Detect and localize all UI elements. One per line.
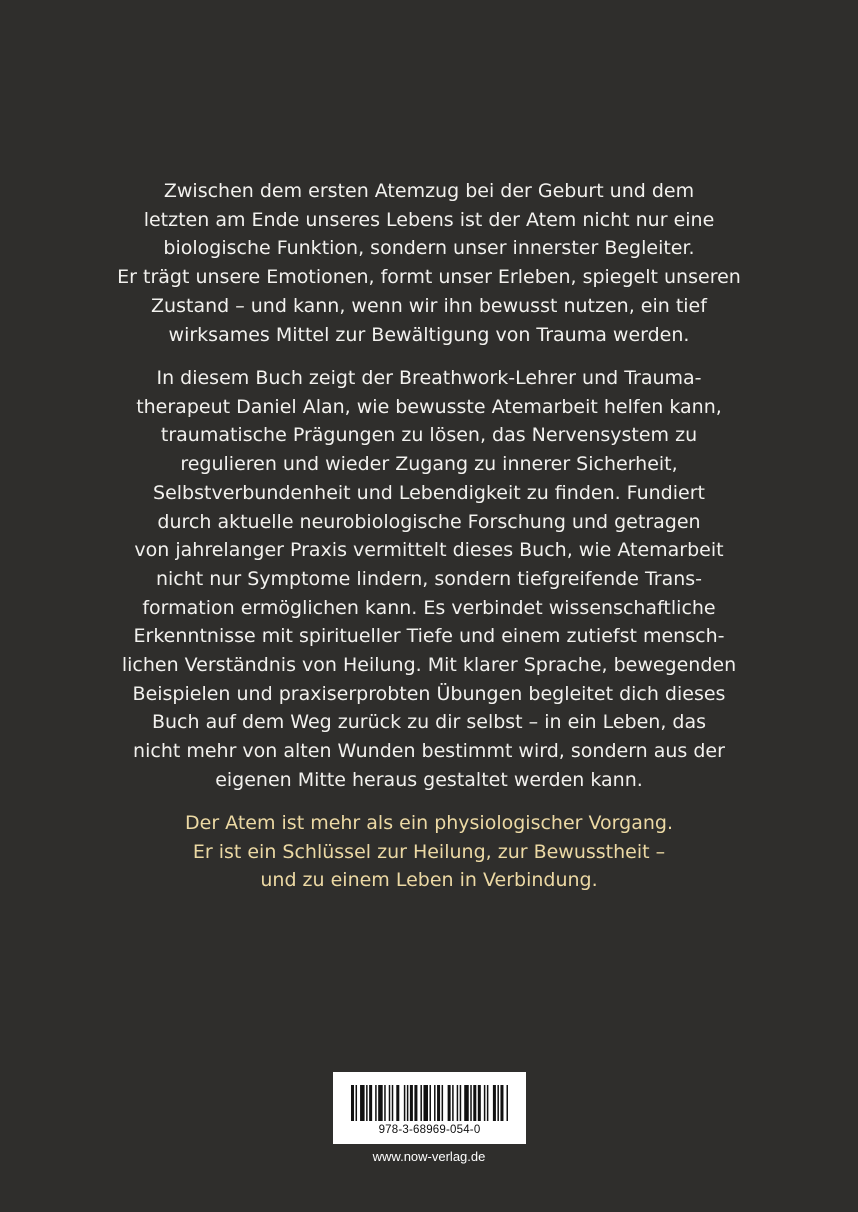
text-line: Selbstverbundenheit und Lebendigkeit zu finden. Fundiert: [153, 481, 705, 504]
barcode-bar: [448, 1085, 451, 1121]
isbn-barcode: [333, 1072, 526, 1144]
barcode-bar: [500, 1085, 503, 1121]
text-line: In diesem Buch zeigt der Breathwork-Lehrer und Trauma-: [156, 367, 702, 389]
barcode-bar: [506, 1085, 508, 1121]
barcode-bar: [360, 1085, 365, 1121]
barcode-bar: [478, 1085, 481, 1121]
barcode-bar: [396, 1085, 399, 1121]
text-line: therapeut Daniel Alan, wie bewusste Atemarbeit helfen kann,: [136, 395, 722, 418]
text-line: nicht mehr von alten Wunden bestimmt wird, sondern aus der: [133, 740, 725, 763]
text-line: nicht nur Symptome lindern, sondern tiefgreifende Trans-: [155, 567, 703, 590]
text-line: regulieren und wieder Zugang zu innerer Sicherheit,: [180, 453, 678, 476]
barcode-bar: [457, 1085, 459, 1121]
publisher-url: www.now-verlag.de: [372, 1149, 486, 1164]
barcode-bar: [470, 1085, 472, 1121]
isbn-number: 978-3-68969-054-0: [378, 1124, 481, 1136]
text-line: biologische Funktion, sondern unser innerster Begleiter.: [163, 237, 695, 260]
text-line: wirksames Mittel zur Bewältigung von Trauma werden.: [168, 323, 690, 346]
barcode-bar: [414, 1085, 417, 1121]
barcode-bar: [356, 1085, 358, 1121]
barcode-bars: [351, 1085, 508, 1121]
text-line: Beispielen und praxiserprobten Übungen begleitet dich dieses: [132, 682, 726, 705]
barcode-bar: [392, 1085, 394, 1121]
barcode-bar: [487, 1085, 489, 1121]
barcode-bar: [351, 1085, 354, 1121]
barcode-bar: [407, 1085, 409, 1121]
tagline-quote: [0, 809, 858, 895]
text-line: Erkenntnisse mit spiritueller Tiefe und einem zutiefst mensch-: [133, 625, 725, 648]
barcode-bar: [423, 1085, 428, 1121]
barcode-bar: [369, 1085, 372, 1121]
barcode-bar: [389, 1085, 391, 1121]
text-line: Zwischen dem ersten Atemzug bei der Geburt und dem: [163, 180, 695, 202]
barcode-bar: [404, 1085, 406, 1121]
text-line: Buch auf dem Weg zurück zu dir selbst – in ein Leben, das: [151, 711, 707, 734]
barcode-bar: [378, 1085, 383, 1121]
barcode-bar: [464, 1085, 469, 1121]
barcode-bar: [497, 1085, 499, 1121]
barcode-bar: [384, 1085, 386, 1121]
tagline-line: und zu einem Leben in Verbindung.: [260, 869, 598, 892]
barcode-bar: [410, 1085, 413, 1121]
text-line: formation ermöglichen kann. Es verbindet wissenschaftliche: [142, 596, 716, 619]
text-line: lichen Verständnis von Heilung. Mit klarer Sprache, bewegenden: [121, 654, 737, 677]
text-line: letzten am Ende unseres Lebens ist der Atem nicht nur eine: [143, 208, 715, 231]
barcode-bar: [375, 1085, 377, 1121]
barcode-bar: [442, 1085, 444, 1121]
barcode-bar: [452, 1085, 454, 1121]
barcode-bar: [434, 1085, 436, 1121]
barcode-bar: [484, 1085, 486, 1121]
blurb-paragraph-2: [0, 364, 858, 795]
text-line: Er trägt unsere Emotionen, formt unser Erleben, spiegelt unseren: [117, 266, 741, 289]
barcode-bar: [366, 1085, 368, 1121]
tagline-line: Der Atem ist mehr als ein physiologischer Vorgang.: [185, 812, 673, 834]
barcode-bar: [473, 1085, 476, 1121]
text-line: Zustand – und kann, wenn wir ihn bewusst nutzen, ein tief: [151, 294, 707, 317]
barcode-bar: [460, 1085, 462, 1121]
barcode-bar: [420, 1085, 422, 1121]
tagline-line: Er ist ein Schlüssel zur Heilung, zur Bewusstheit –: [192, 840, 666, 863]
barcode-bar: [493, 1085, 496, 1121]
text-line: durch aktuelle neurobiologische Forschung und getragen: [157, 510, 701, 533]
text-line: von jahrelanger Praxis vermittelt dieses Buch, wie Atemarbeit: [134, 539, 724, 562]
barcode-bar: [437, 1085, 440, 1121]
text-line: traumatische Prägungen zu lösen, das Nervensystem zu: [160, 424, 698, 447]
text-line: eigenen Mitte heraus gestaltet werden kann.: [215, 768, 643, 791]
blurb-paragraph-1: [0, 177, 858, 349]
barcode-bar: [430, 1085, 432, 1121]
